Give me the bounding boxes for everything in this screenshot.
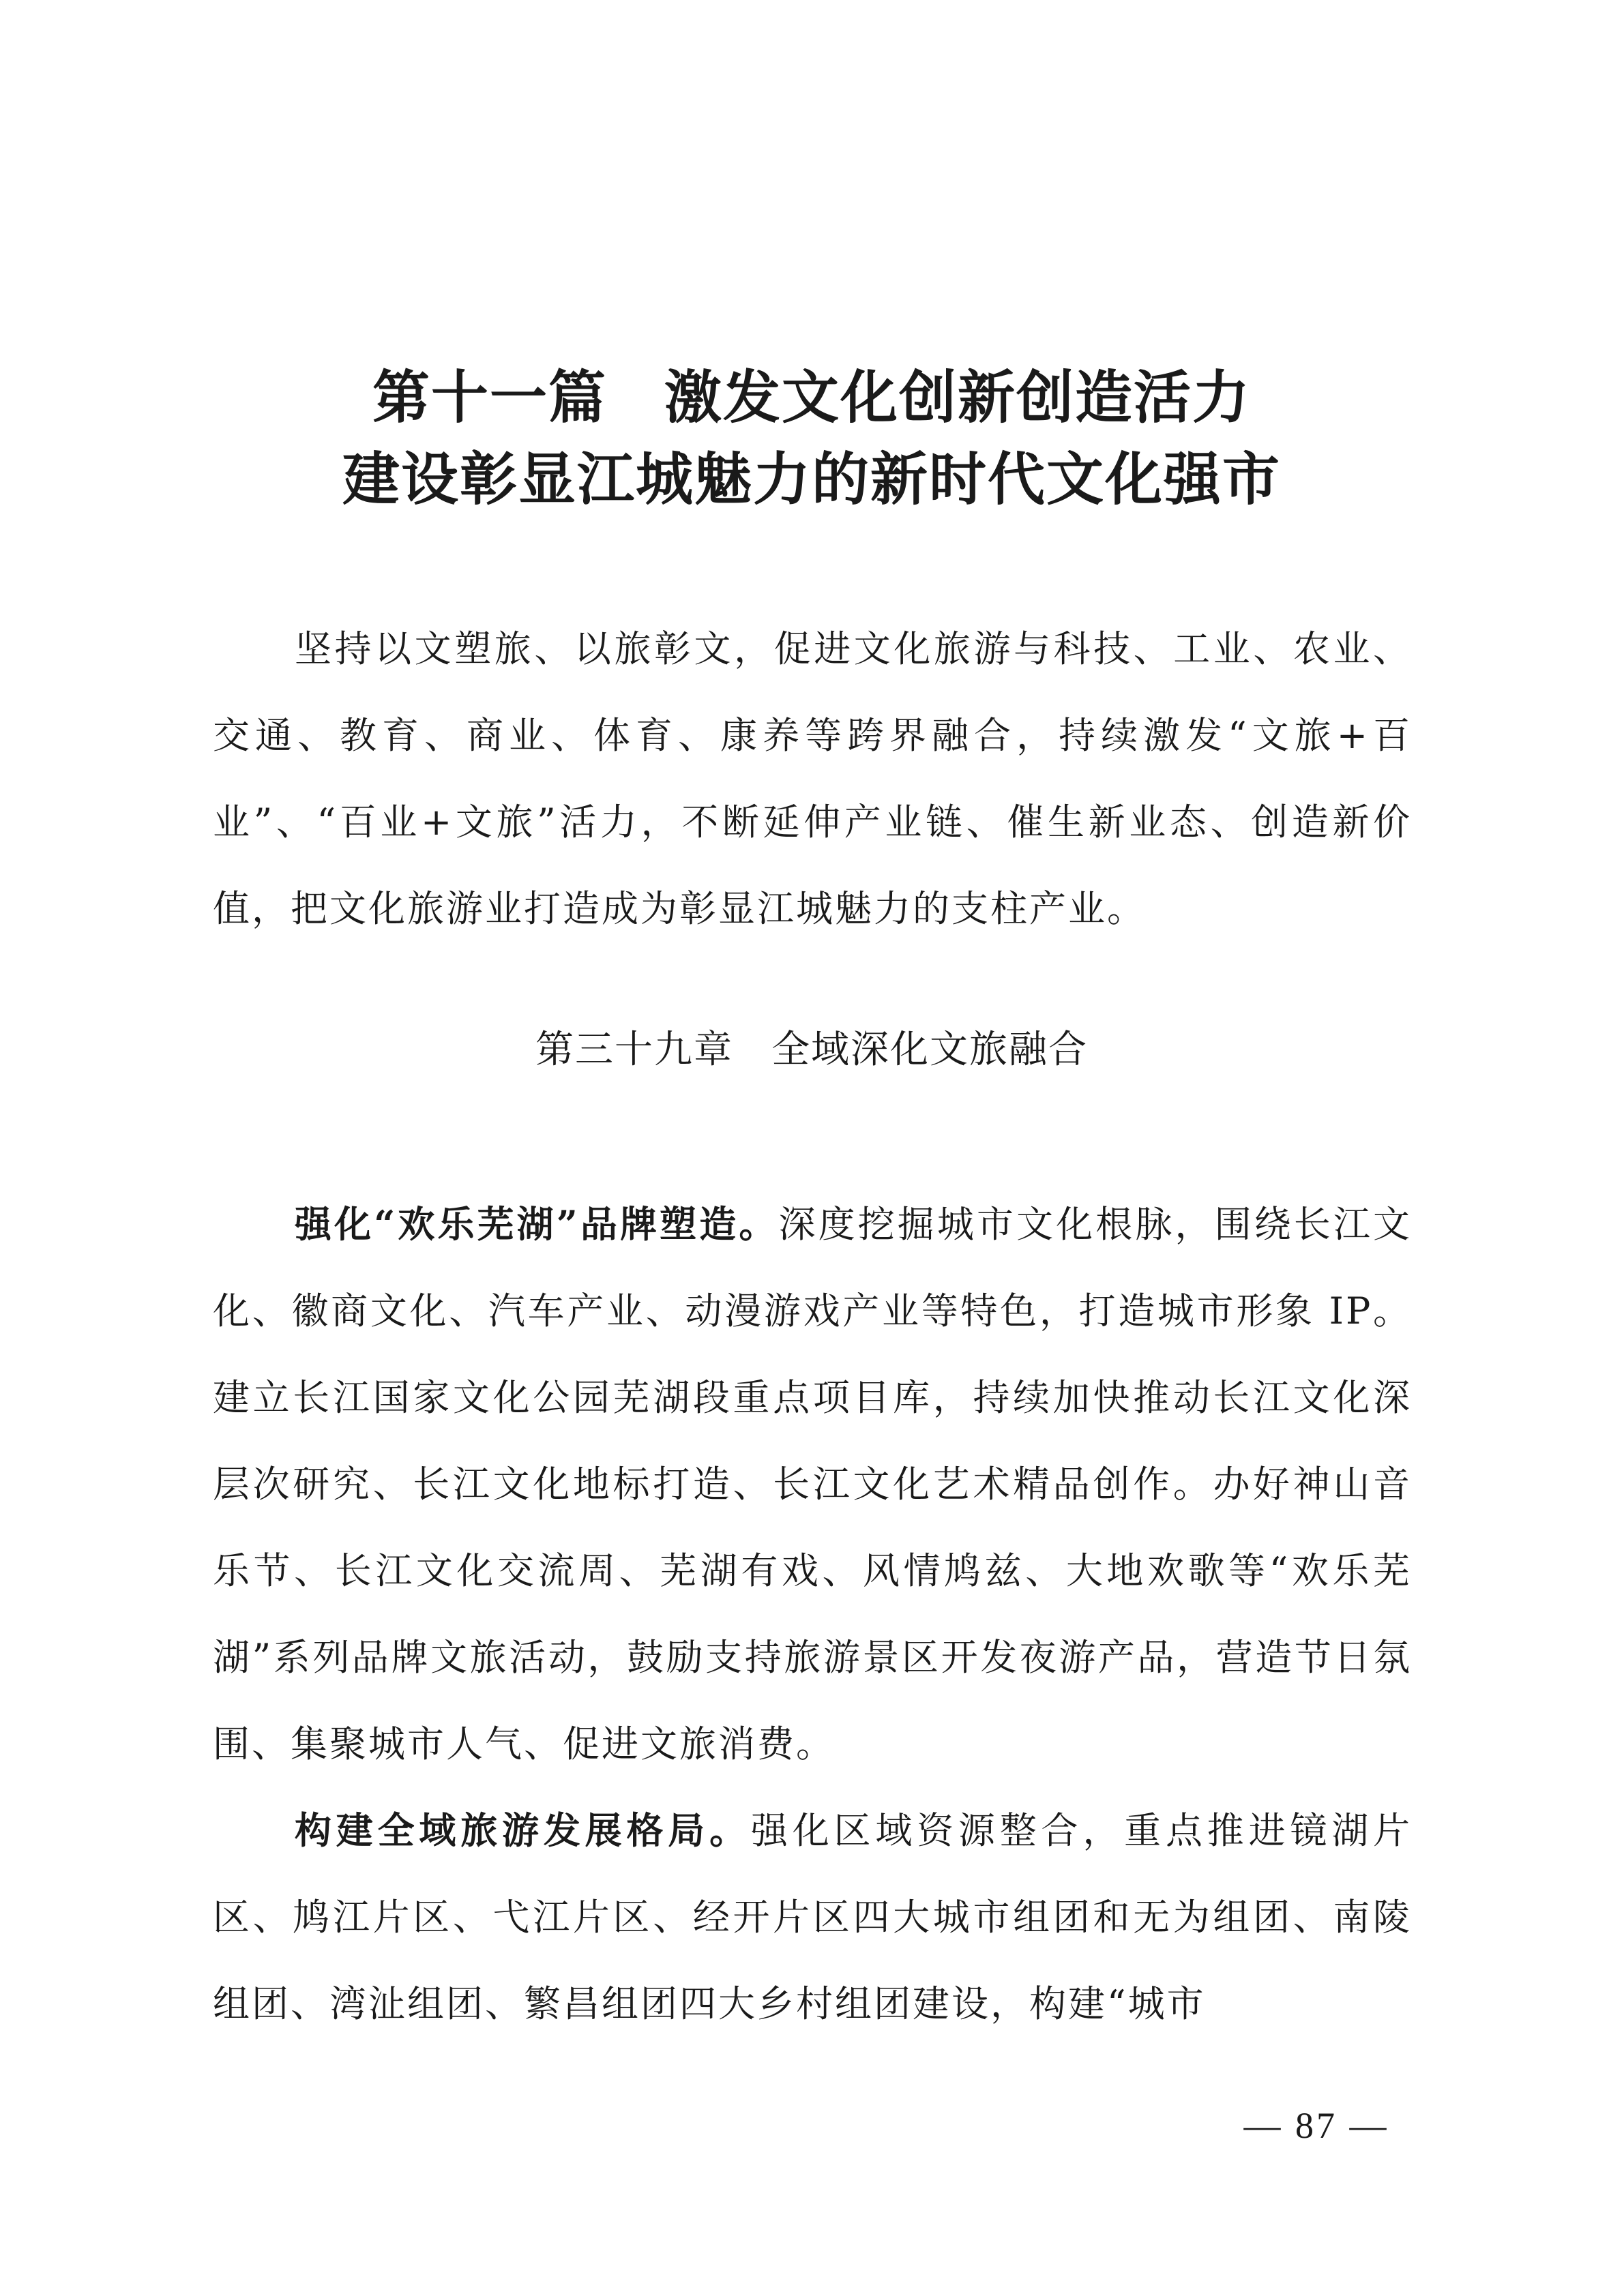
chapter-title (205, 1023, 1419, 1077)
part-title-line2: 建设彰显江城魅力的新时代文化强市 (342, 445, 1281, 513)
chapter-number: 第三十九章 (535, 1028, 733, 1072)
section-lead-tourism: 构建全域旅游发展格局。 (295, 1808, 751, 1852)
part-title-line1 (205, 360, 1419, 435)
section-lead-brand: 强化“欢乐芜湖”品牌塑造。 (295, 1202, 779, 1246)
part-title-main: 激发文化创新创造活力 (664, 363, 1252, 431)
section-text-tourism: 强化区域资源整合，重点推进镜湖片区、鸠江片区、弋江片区、经开片区四大城市组团和无为组团、南陵组团、湾沚组团、繁昌组团四大乡村组团建设，构建“城市 (213, 1809, 1413, 2025)
intro-paragraph: 坚持以文塑旅、以旅彰文，促进文化旅游与科技、工业、农业、交通、教育、商业、体育、康养等跨界融合，持续激发“文旅+百业”、“百业+文旅”活力，不断延伸产业链、催生新业态、创造新价值，把文化旅游业打造成为彰显江城魅力的支柱产业。 (213, 627, 1412, 930)
section-paragraph-brand (213, 1181, 1412, 1787)
chapter-name: 全域深化文旅融合 (771, 1028, 1088, 1072)
section-text-brand: 深度挖掘城市文化根脉，围绕长江文化、徽商文化、汽车产业、动漫游戏产业等特色，打造城市形象 IP。建立长江国家文化公园芜湖段重点项目库，持续加快推动长江文化深层次研究、长江文化地标打造、长江文化艺术精品创作。办好神山音乐节、长江文化交流周、芜湖有戏、风情鸠兹、大地欢歌等“欢乐芜湖”系列品牌文旅活动，鼓励支持旅游景区开发夜游产品，营造节日氛围、集聚城市人气、促进文旅消费。 (213, 1203, 1413, 1765)
part-number: 第十一篇 (372, 363, 607, 431)
page-number: — 87 — (1243, 2105, 1389, 2146)
section-paragraph-tourism (213, 1787, 1412, 2047)
